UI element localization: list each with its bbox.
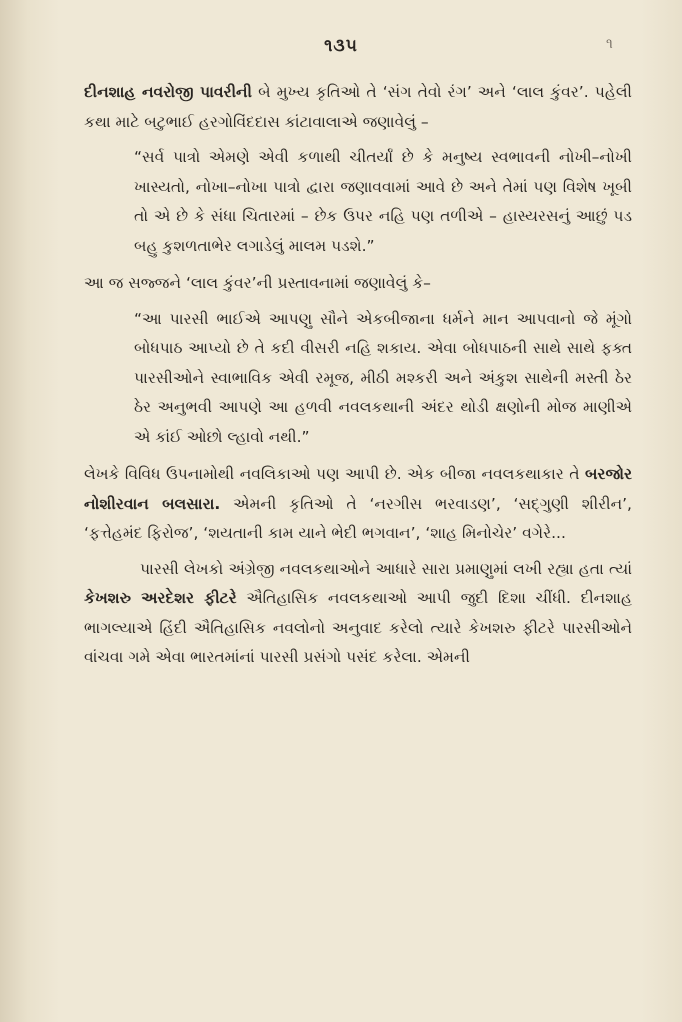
paragraph-4-text-b: ઐતિહાસિક નવલકથાઓ આપી જુદી દિશા ચીંધી. દીનશાહ ભાગલ્યાએ હિંદી ઐતિહાસિક નવલોનો અનુવાદ કરેલો ત્યારે કેખશરુ ફીટરે પારસીઓને વાંચવા ગમે એવા ભારતમાંનાં પારસી પ્રસંગો પસંદ કરેલા. એમની — [84, 589, 633, 666]
paragraph-3-text-a: લેખકે વિવિધ ઉપનામોથી નવલિકાઓ પણ આપી છે. એક બીજા નવલકથાકાર તે — [84, 465, 585, 483]
author-name-pavri: દીનશાહ નવરોજી પાવરીની — [84, 83, 252, 101]
author-name-fitter: કેખશરુ અરદેશર ફીટરે — [84, 589, 237, 607]
paragraph-3 — [84, 460, 632, 549]
paragraph-1 — [84, 78, 632, 137]
quote-2: “આ પારસી ભાઈએ આપણુ સૌને એકબીજાના ધર્મને માન આપવાનો જે મૂંગો બોધપાઠ આપ્યો છે તે કદી વીસરી નહિ શકાય. એવા બોધપાઠની સાથે સાથે ફક્ત પારસીઓને સ્વાભાવિક એવી રમૂજ, મીઠી મશ્કરી અને અંકુશ સાથેની મસ્તી ઠેર ઠેર અનુભવી આપણે આ હળવી નવલકથાની અંદર થોડી ક્ષણોની મોજ માણીએ એ કાંઈ ઓછો લ્હાવો નથી.” — [134, 309, 632, 446]
page-number: ૧૩૫ — [324, 36, 358, 56]
paragraph-3-text-b: એમની કૃતિઓ તે ‘નરગીસ ભરવાડણ’, ‘સદ્ગુણી શીરીન’, ‘ફત્તેહમંદ ફિરોજ’, ‘શયતાની કામ યાને ભેદી ભગવાન’, ‘શાહ મિનોચેર’ વગેરે... — [84, 494, 632, 542]
quote-1: “સર્વ પાત્રો એમણે એવી કળાથી ચીતર્યાં છે કે મનુષ્ય સ્વભાવની નોખી–નોખી ખાસ્યતો, નોખા–નોખા પાત્રો દ્વારા જણાવવામાં આવે છે અને તેમાં પણ વિશેષ ખૂબી તો એ છે કે સંધા ચિતારમાં – છેક ઉપર નહિ પણ તળીએ – હાસ્યરસનું આછું પડ બહુ કુશળતાભેર લગાડેલું માલમ પડશે.” — [134, 148, 632, 255]
paragraph-1-text: બે મુખ્ય કૃતિઓ તે ‘સંગ તેવો રંગ’ અને ‘લાલ કુંવર’. પહેલી કથા માટે બટુભાઈ હરગોવિંદદાસ કાંટાવાલાએ જણાવેલું – — [84, 83, 632, 131]
page-content — [84, 78, 632, 679]
corner-mark: ૧ — [606, 36, 613, 52]
paragraph-4 — [84, 555, 632, 673]
paragraph-2: આ જ સજ્જને ‘લાલ કુંવર’ની પ્રસ્તાવનામાં જણાવેલું કે– — [84, 274, 431, 292]
paragraph-4-text-a: પારસી લેખકો અંગ્રેજી નવલકથાઓને આધારે સારા પ્રમાણુમાં લખી રહ્યા હતા ત્યાં — [140, 559, 632, 578]
author-name-balsara: બરજોર નોશીરવાન બલસારા. — [84, 465, 632, 513]
